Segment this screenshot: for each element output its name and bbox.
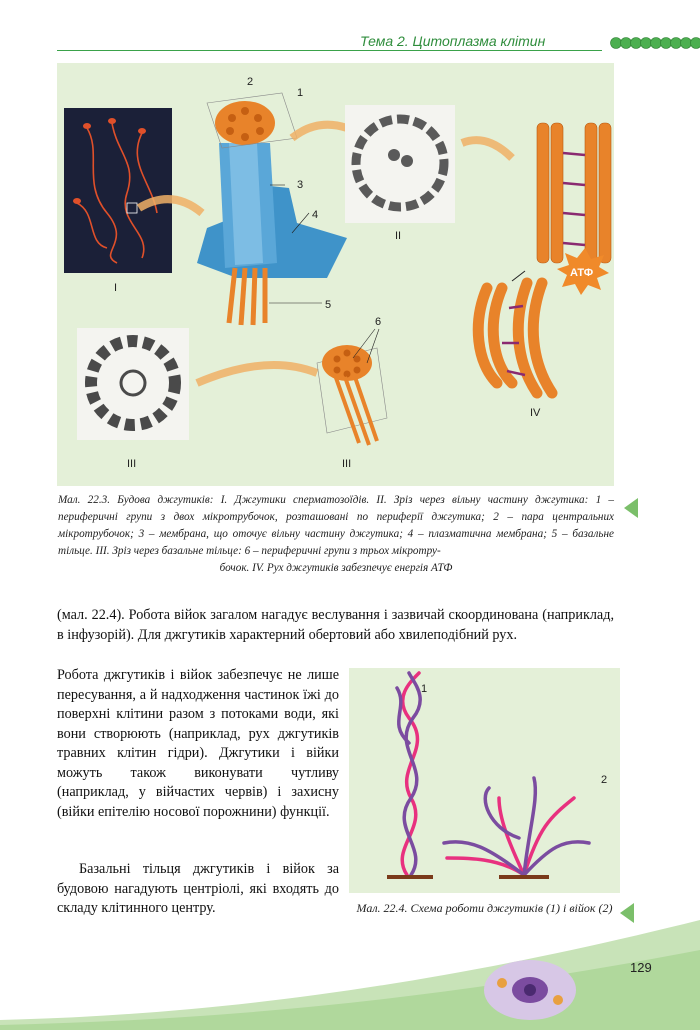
svg-text:3: 3 [297, 179, 304, 191]
figure-22-4-caption: Мал. 22.4. Схема роботи джгутиків (1) і війок (2) [356, 901, 613, 915]
header-rule [57, 50, 602, 51]
svg-text:6: 6 [375, 316, 382, 328]
svg-text:I: I [114, 282, 118, 294]
sperm-photo [64, 108, 172, 273]
figure-cilia-scheme [349, 668, 620, 893]
paragraph-main: (мал. 22.4). Робота війок загалом нагадує веслування і зазвичай скоординована (наприклад, в інфузорій). Для джгутиків характерний обертовий або хвилеподібний рух. [57, 607, 614, 643]
bottom-wave-decoration [0, 900, 700, 1030]
cell-icon [480, 945, 580, 1025]
svg-text:II: II [395, 230, 402, 242]
caption-line: тільце. III. Зріз через базальне тільце: 6 – периферичні групи з трьох мікротру- [58, 545, 441, 557]
bead-decoration-icon [610, 34, 700, 52]
page-number: 129 [630, 960, 652, 975]
figure-22-3-caption [58, 492, 614, 577]
header-title: Тема 2. Цитоплазма клітин [360, 33, 546, 49]
svg-text:III: III [127, 458, 137, 470]
paragraph-column: Робота джгутиків і війок забезпечує не лише пересування, а й надходження частинок їжі до поверхні клітини разом з потоками води, які вони створюють (наприклад, рух джгутиків травних клітин гідри). Джгутики і війки можуть також виконувати чутливу (наприклад, у війчастих червів) і захисну (війки епітелію носової порожнини) функції. [57, 667, 339, 820]
caption-line: по периферії джгутика; 2 – пара центральних мікротрубочок; 3 – мембрана, що [58, 511, 615, 540]
figure-flagellum-illustration [57, 63, 614, 486]
caption-line: бочок. IV. Рух джгутиків забезпечує енергія АТФ [219, 562, 453, 574]
caption-arrow-icon [624, 498, 638, 518]
paragraph-column-2: Базальні тільця джгутиків і війок за будовою нагадують центріолі, які входять до складу клітинного центру. [57, 861, 339, 916]
svg-text:4: 4 [312, 209, 319, 221]
caption-line: Мал. 22.3. Будова джгутиків: I. Джгутики сперматозоїдів. II. Зріз через вільну [58, 494, 481, 506]
caption-line: частину джгутика: 1 – периферичні групи з двох мікротрубочок, розташовані [58, 494, 614, 523]
bent-microtubules [478, 283, 552, 393]
svg-text:2: 2 [247, 76, 254, 88]
figure-flagellum-structure [57, 63, 614, 486]
svg-text:АТФ: АТФ [570, 267, 594, 279]
svg-text:5: 5 [325, 299, 332, 311]
svg-text:III: III [342, 458, 352, 470]
svg-text:2: 2 [601, 774, 608, 786]
svg-text:IV: IV [530, 407, 541, 419]
svg-text:1: 1 [297, 87, 304, 99]
caption-line: оточує вільну частину джгутика; 4 – плазматична мембрана; 5 – базальне [232, 528, 615, 540]
svg-text:1: 1 [421, 683, 428, 695]
microtubule-doublets [537, 123, 611, 263]
figure-cilia-illustration [349, 668, 620, 893]
